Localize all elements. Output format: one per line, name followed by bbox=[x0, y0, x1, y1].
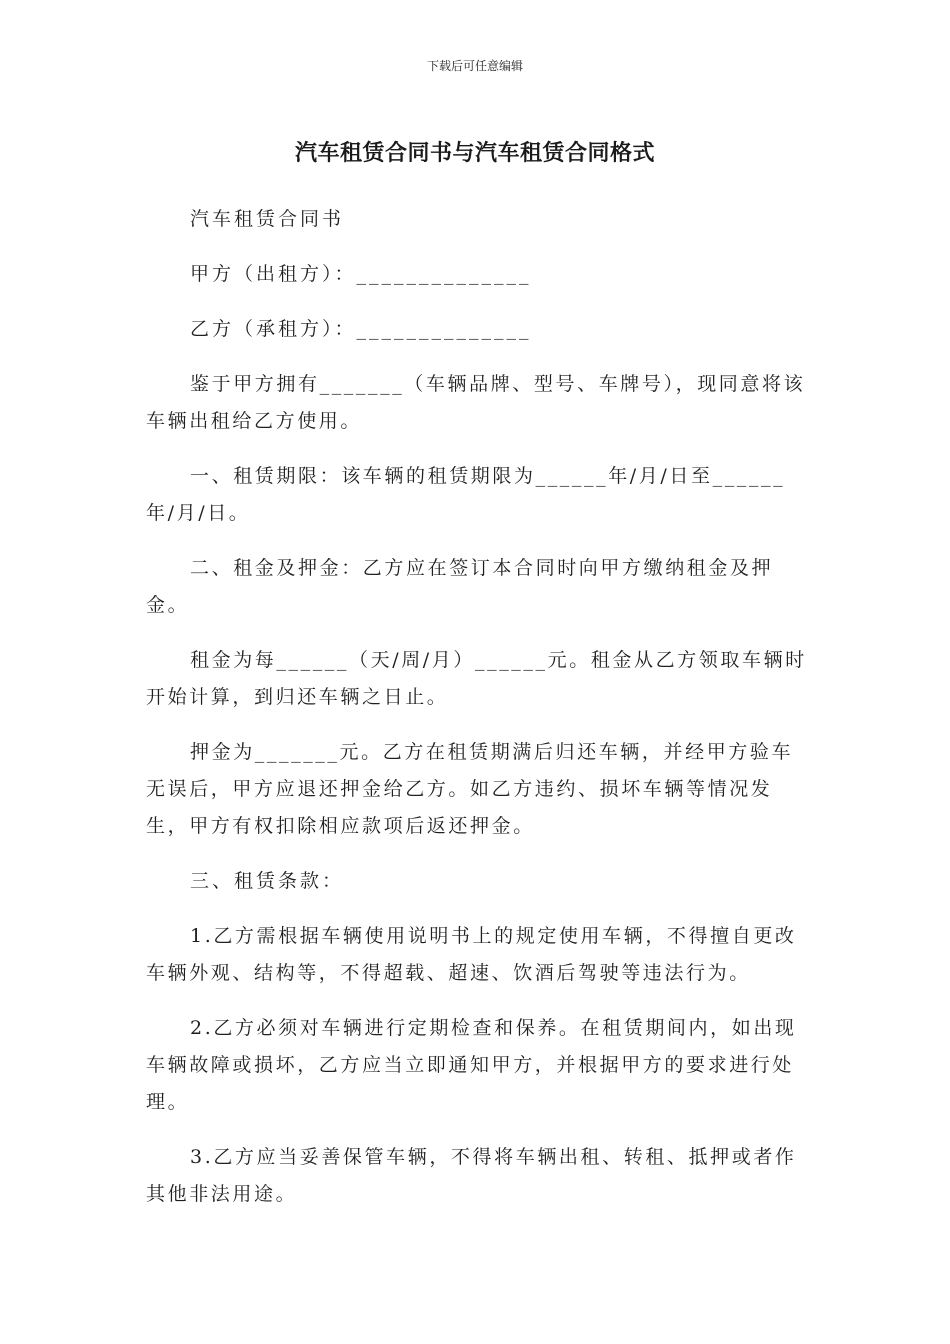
download-editable-note: 下载后可任意编辑 bbox=[426, 59, 523, 73]
paragraph-contract-name: 汽车租赁合同书 bbox=[190, 208, 345, 230]
paragraph-lease-term: 一、租赁期限：该车辆的租赁期限为______年/月/日至______年/月/日。 bbox=[146, 465, 786, 524]
paragraph-term-2: 2.乙方必须对车辆进行定期检查和保养。在租赁期间内，如出现车辆故障或损坏，乙方应当立即通知甲方，并根据甲方的要求进行处理。 bbox=[146, 1017, 797, 1113]
paragraph-term-3: 3.乙方应当妥善保管车辆，不得将车辆出租、转租、抵押或者作其他非法用途。 bbox=[146, 1146, 797, 1205]
paragraph-lease-terms-heading: 三、租赁条款： bbox=[190, 870, 345, 892]
paragraph-deposit-amount: 押金为_______元。乙方在租赁期满后归还车辆，并经甲方验车无误后，甲方应退还押金给乙方。如乙方违约、损坏车辆等情况发生，甲方有权扣除相应款项后返还押金。 bbox=[146, 741, 794, 837]
paragraph-party-b: 乙方（承租方）：______________ bbox=[190, 318, 532, 340]
paragraph-rent-amount: 租金为每______（天/周/月）______元。租金从乙方领取车辆时开始计算，到归还车辆之日止。 bbox=[146, 649, 807, 708]
document-title: 汽车租赁合同书与汽车租赁合同格式 bbox=[294, 141, 655, 166]
paragraph-term-1: 1.乙方需根据车辆使用说明书上的规定使用车辆，不得擅自更改车辆外观、结构等，不得超载、超速、饮酒后驾驶等违法行为。 bbox=[146, 925, 797, 984]
paragraph-preamble: 鉴于甲方拥有_______（车辆品牌、型号、车牌号），现同意将该车辆出租给乙方使用。 bbox=[146, 373, 806, 432]
paragraph-rent-deposit: 二、租金及押金：乙方应在签订本合同时向甲方缴纳租金及押金。 bbox=[146, 557, 774, 616]
paragraph-party-a: 甲方（出租方）：______________ bbox=[190, 263, 532, 285]
document-body bbox=[146, 201, 808, 1231]
